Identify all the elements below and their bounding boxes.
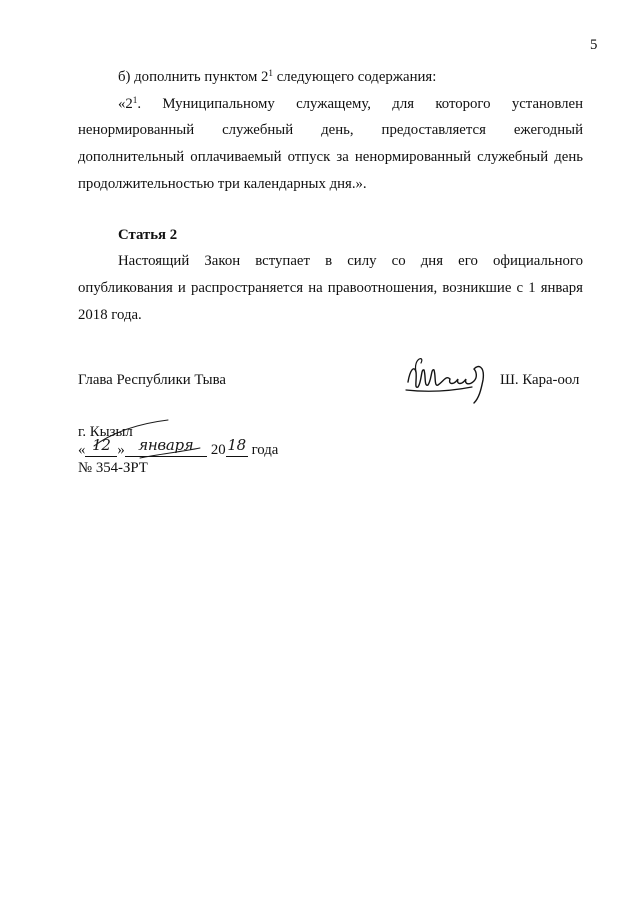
signing-date [78,436,378,459]
amendment-intro-text: б) дополнить пунктом 2 [118,69,269,85]
date-day-blank [85,436,117,457]
date-century: 20 [210,442,226,458]
amendment-section [78,64,583,198]
new-clause-line-3: дополнительный оплачиваемый отпуск за ненормированный служебный день [78,149,583,166]
law-number: № 354-ЗРТ [78,460,148,476]
date-year-handwritten: 18 [227,436,246,454]
article-2-heading: Статья 2 [118,226,178,243]
new-clause-superscript: 1 [132,94,138,105]
place-of-signing: г. Кызыл [78,424,133,440]
page-number: 5 [590,37,598,53]
article-2-line-2: опубликования и распространяется на правоотношения, возникшие с 1 января [78,279,583,296]
amendment-intro [78,64,583,91]
date-suffix: года [251,442,279,458]
amendment-intro-text-end: следующего содержания: [273,69,437,85]
signatory-position: Глава Республики Тыва [78,372,226,388]
new-clause-line-2: ненормированный служебный день, предоставляется ежегодный [78,122,583,139]
article-2-line-1: Настоящий Закон вступает в силу со дня его официального [118,253,583,270]
new-clause-text: . Муниципальному служащему, для которого установлен [137,95,583,112]
date-month-handwritten: января [138,436,194,454]
document-footer [78,423,378,477]
signature-row [0,367,640,393]
handwritten-signature-image [404,350,490,404]
article-2-section [78,222,583,329]
date-day-handwritten: 12 [92,436,111,454]
new-clause-number: «2 [118,95,133,112]
signatory-name: Ш. Кара-оол [500,372,580,388]
amendment-intro-superscript: 1 [268,67,273,78]
date-month-blank [125,436,207,457]
new-clause-line-4: продолжительностью три календарных дня.». [78,175,367,192]
date-close-quote: » [117,442,125,458]
new-clause-line-1 [78,91,583,118]
date-open-quote: « [78,442,86,458]
article-2-line-3: 2018 года. [78,306,142,323]
date-year-blank [226,436,248,457]
